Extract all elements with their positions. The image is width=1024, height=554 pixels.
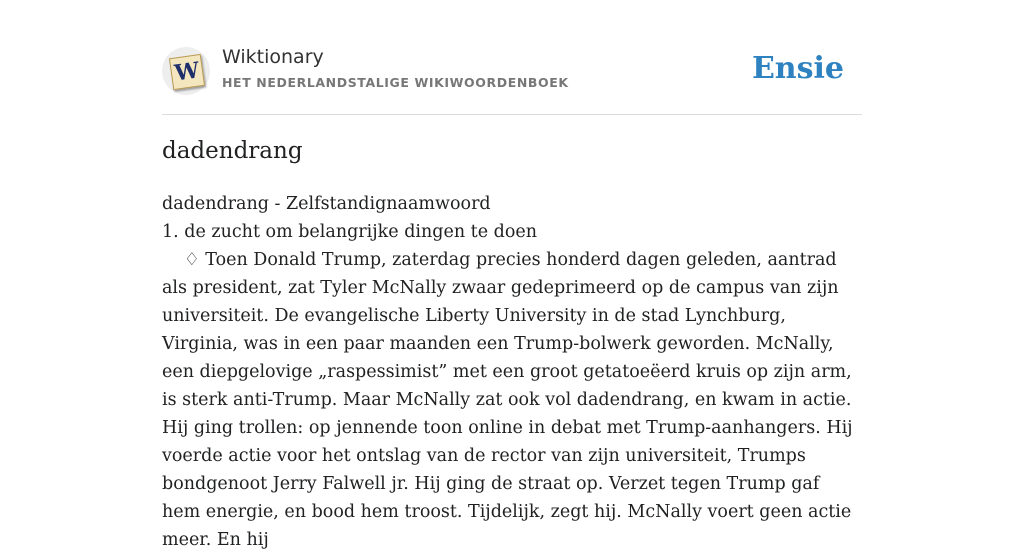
ensie-brand-logo[interactable]: Ensie bbox=[751, 51, 844, 86]
page-title: dadendrang bbox=[162, 138, 303, 164]
site-name[interactable]: Wiktionary bbox=[222, 46, 324, 68]
entry-body bbox=[162, 190, 862, 554]
example-sentence: ♢ Toen Donald Trump, zaterdag precies honderd dagen geleden, aantrad als president, zat Tyler McNally zwaar gedeprimeerd op de campus van zijn universiteit. De evangelische Liberty University in de stad Lynchburg, Virginia, was in een paar maanden een Trump-bolwerk geworden. McNally, een diepgelovige „raspessimist” met een groot getatoeëerd kruis op zijn arm, is sterk anti-Trump. Maar McNally zat ook vol dadendrang, en kwam in actie. Hij ging trollen: op jennende toon online in debat met Trump-aanhangers. Hij voerde actie voor het ontslag van de rector van zijn universiteit, Trumps bondgenoot Jerry Falwell jr. Hij ging de straat op. Verzet tegen Trump gaf hem energie, en bood hem troost. Tijdelijk, zegt hij. McNally voert geen actie meer. En hij bbox=[162, 250, 853, 550]
site-tagline: HET NEDERLANDSTALIGE WIKIWOORDENBOEK bbox=[222, 75, 569, 90]
logo-tile: W bbox=[169, 54, 205, 90]
page bbox=[162, 0, 862, 550]
definition: 1. de zucht om belangrijke dingen te doen bbox=[162, 222, 537, 242]
word-class: dadendrang - Zelfstandignaamwoord bbox=[162, 194, 491, 214]
wiktionary-logo-icon[interactable] bbox=[162, 47, 210, 95]
site-header bbox=[162, 0, 862, 115]
